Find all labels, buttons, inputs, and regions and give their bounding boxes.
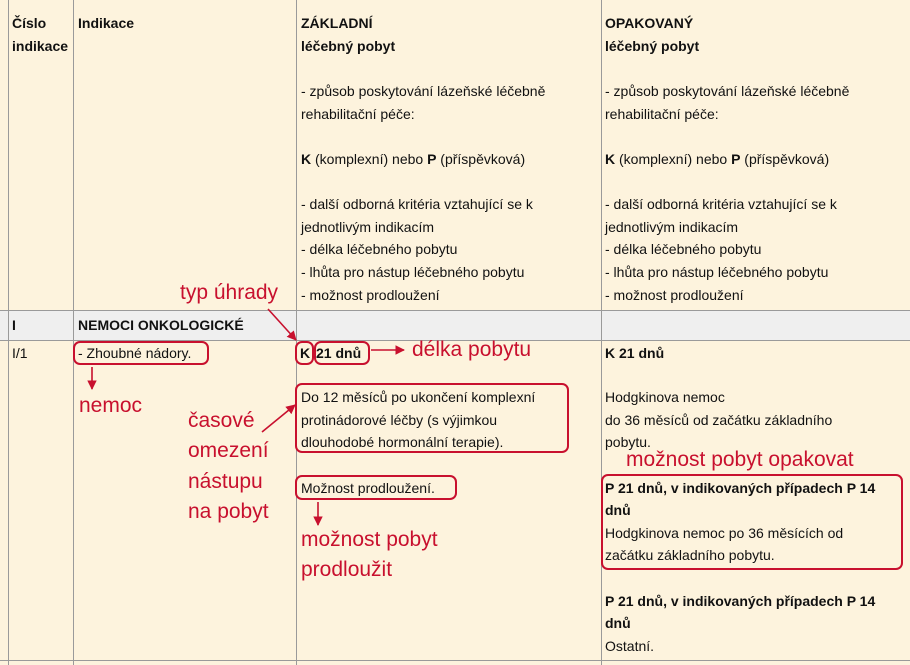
header-number-line2: indikace	[12, 38, 69, 54]
header-basic-subtitle: léčebný pobyt	[301, 38, 396, 54]
header-repeat-extension: - možnost prodloužení	[605, 287, 744, 303]
basic-deadline-2: protinádorové léčby (s výjimkou	[301, 412, 498, 428]
header-repeat-criteria-2: jednotlivým indikacím	[605, 219, 739, 235]
basic-length: 21 dnů	[316, 345, 362, 361]
basic-deadline-1: Do 12 měsíců po ukončení komplexní	[301, 389, 536, 405]
header-basic-extension: - možnost prodloužení	[301, 287, 440, 303]
annotation-time-limit-2: omezení	[188, 439, 269, 462]
header-basic-length: - délka léčebného pobytu	[301, 241, 458, 257]
repeat-p14b-line1: P 21 dnů, v indikovaných případech P 14	[605, 593, 876, 609]
repeat-p14b-line2: dnů	[605, 615, 631, 631]
annotation-time-limit-1: časové	[188, 409, 255, 432]
annotation-extend-1: možnost pobyt	[301, 528, 438, 551]
repeat-hodgkin-2: do 36 měsíců od začátku základního	[605, 412, 833, 428]
basic-payment-type: K	[300, 345, 311, 361]
repeat-p14-line2: dnů	[605, 502, 631, 518]
basic-extension: Možnost prodloužení.	[301, 480, 435, 496]
section-title: NEMOCI ONKOLOGICKÉ	[78, 317, 244, 333]
header-repeat-kp: K (komplexní) nebo P (příspěvková)	[605, 151, 830, 167]
annotation-time-limit-4: na pobyt	[188, 500, 269, 523]
repeat-hodgkin2-2: začátku základního pobytu.	[605, 547, 775, 563]
header-basic-method-1: - způsob poskytování lázeňské léčebně	[301, 83, 546, 99]
repeat-other: Ostatní.	[605, 638, 655, 654]
header-repeat-method-1: - způsob poskytování lázeňské léčebně	[605, 83, 850, 99]
header-repeat-deadline: - lhůta pro nástup léčebného pobytu	[605, 264, 829, 280]
repeat-hodgkin2-1: Hodgkinova nemoc po 36 měsících od	[605, 525, 844, 541]
header-basic-criteria-2: jednotlivým indikacím	[301, 219, 435, 235]
header-indication: Indikace	[78, 15, 135, 31]
header-repeat-length: - délka léčebného pobytu	[605, 241, 762, 257]
header-number-line1: Číslo	[12, 15, 47, 31]
basic-deadline-3: dlouhodobé hormonální terapie).	[301, 434, 504, 450]
annotation-disease: nemoc	[79, 394, 143, 417]
repeat-p14-line1: P 21 dnů, v indikovaných případech P 14	[605, 480, 876, 496]
row-indication: - Zhoubné nádory.	[78, 345, 192, 361]
arrow-time-limit	[262, 405, 295, 432]
annotation-payment-type: typ úhrady	[180, 281, 279, 304]
header-basic-title: ZÁKLADNÍ	[301, 15, 373, 31]
repeat-first: K 21 dnů	[605, 345, 665, 361]
section-number: I	[12, 317, 16, 333]
header-repeat-criteria-1: - další odborná kritéria vztahující se k	[605, 196, 837, 212]
header-repeat-subtitle: léčebný pobyt	[605, 38, 700, 54]
header-repeat-method-2: rehabilitační péče:	[605, 106, 719, 122]
annotation-stay-length: délka pobytu	[412, 338, 532, 361]
header-repeat-title: OPAKOVANÝ	[605, 15, 694, 31]
header-basic-method-2: rehabilitační péče:	[301, 106, 415, 122]
repeat-hodgkin-3: pobytu.	[605, 434, 651, 450]
annotation-repeat: možnost pobyt opakovat	[626, 448, 854, 471]
row-number: I/1	[12, 345, 28, 361]
arrow-payment-type	[268, 309, 296, 340]
annotation-extend-2: prodloužit	[301, 558, 393, 581]
repeat-hodgkin-1: Hodgkinova nemoc	[605, 389, 725, 405]
annotation-time-limit-3: nástupu	[188, 470, 263, 493]
header-basic-deadline: - lhůta pro nástup léčebného pobytu	[301, 264, 525, 280]
header-basic-kp: K (komplexní) nebo P (příspěvková)	[301, 151, 526, 167]
header-basic-criteria-1: - další odborná kritéria vztahující se k	[301, 196, 533, 212]
